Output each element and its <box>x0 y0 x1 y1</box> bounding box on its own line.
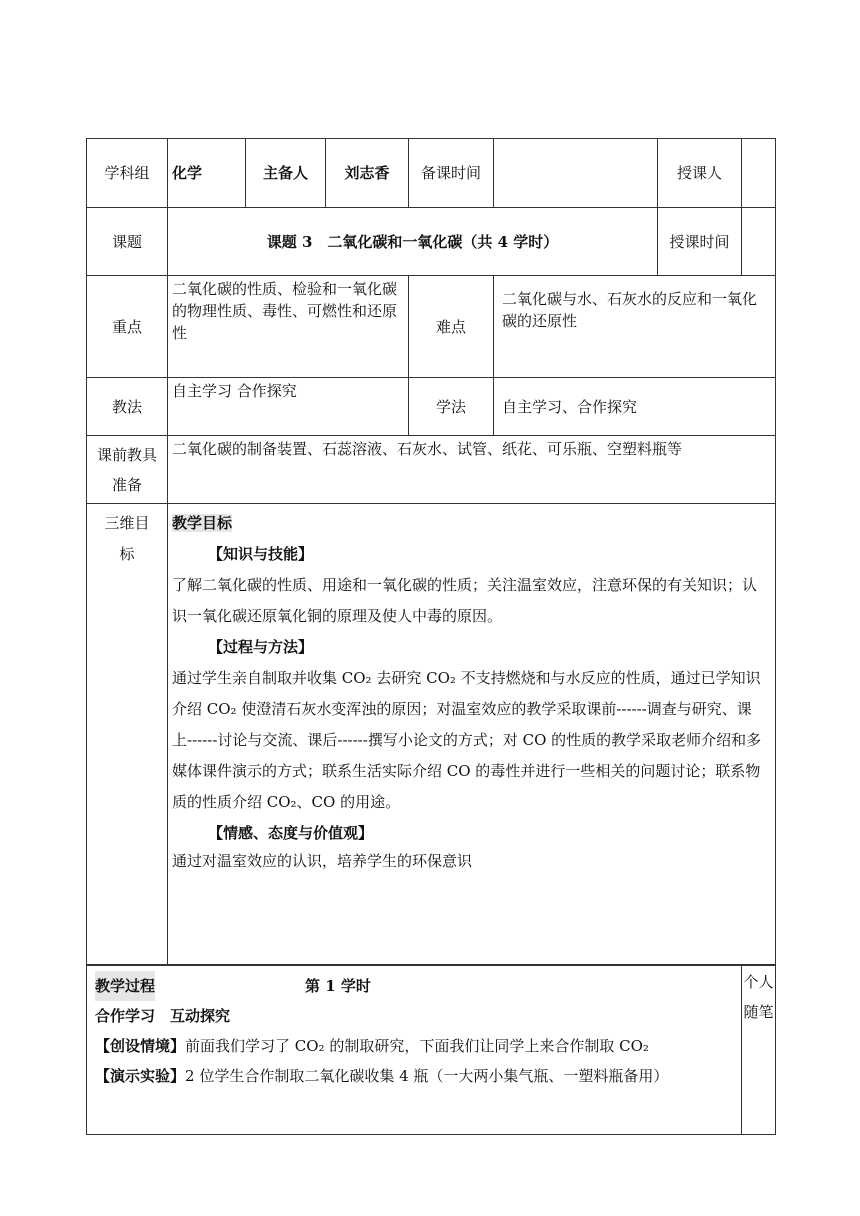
methods-row <box>87 378 776 436</box>
process-row <box>87 965 776 1135</box>
preparer-label: 主备人 <box>246 139 326 208</box>
subject-group-label: 学科组 <box>87 139 168 208</box>
prep-time-label: 备课时间 <box>409 139 494 208</box>
demo-text: 2 位学生合作制取二氧化碳收集 4 瓶（一大两小集气瓶、一塑料瓶备用） <box>185 1067 669 1085</box>
difficult-point-label: 难点 <box>409 276 494 378</box>
learning-method-text: 自主学习、合作探究 <box>494 378 776 436</box>
header-row <box>87 139 776 208</box>
teaching-method-text: 自主学习 合作探究 <box>168 378 409 436</box>
demo-tag: 【演示实验】 <box>95 1067 186 1085</box>
demo-line <box>95 1061 735 1091</box>
key-point-label: 重点 <box>87 276 168 378</box>
key-point-text: 二氧化碳的性质、检验和一氧化碳的物理性质、毒性、可燃性和还原性 <box>168 276 409 378</box>
learning-method-label: 学法 <box>409 378 494 436</box>
process-subheading: 合作学习 互动探究 <box>95 1007 231 1025</box>
knowledge-text: 了解二氧化碳的性质、用途和一氧化碳的性质；关注温室效应，注意环保的有关知识；认识一氧化碳还原氧化铜的原理及使人中毒的原因。 <box>172 576 758 625</box>
prep-label: 课前教具准备 <box>87 436 168 504</box>
subject-group-value: 化学 <box>168 139 246 208</box>
objectives-label: 三维目标 <box>87 504 168 966</box>
process-heading-title: 教学过程 <box>95 971 155 1001</box>
scenario-line <box>95 1031 735 1061</box>
focus-row <box>87 276 776 378</box>
emotion-text: 通过对温室效应的认识，培养学生的环保意识 <box>172 852 473 870</box>
prep-time-value <box>494 139 658 208</box>
emotion-heading: 【情感、态度与价值观】 <box>208 824 374 842</box>
objectives-heading: 教学目标 <box>172 514 233 532</box>
preparer-value: 刘志香 <box>326 139 409 208</box>
teacher-value <box>742 139 776 208</box>
process-heading: 【过程与方法】 <box>208 638 314 656</box>
process-text: 通过学生亲自制取并收集 CO₂ 去研究 CO₂ 不支持燃烧和与水反应的性质，通过已学知识介绍 CO₂ 使澄清石灰水变浑浊的原因；对温室效应的教学采取课前------调查与研究、课上------讨论与交流、课后------撰写小论文的方式；对 CO 的性质的教学采取老师介绍和多媒体课件演示的方式；联系生活实际介绍 CO 的毒性并进行一些相关的问题讨论；联系物质的性质介绍 CO₂、CO 的用途。 <box>172 669 762 811</box>
teacher-label: 授课人 <box>658 139 742 208</box>
prep-text: 二氧化碳的制备装置、石蕊溶液、石灰水、试管、纸花、可乐瓶、空塑料瓶等 <box>168 436 776 504</box>
objectives-content <box>168 504 776 966</box>
teach-time-label: 授课时间 <box>658 208 742 276</box>
topic-title: 课题 3 二氧化碳和一氧化碳（共 4 学时） <box>168 208 658 276</box>
scenario-tag: 【创设情境】 <box>95 1037 186 1055</box>
teaching-process-table <box>86 964 776 1135</box>
period-label: 第 1 学时 <box>305 977 371 995</box>
objectives-row <box>87 504 776 966</box>
topic-label: 课题 <box>87 208 168 276</box>
knowledge-heading: 【知识与技能】 <box>208 545 314 563</box>
difficult-point-text: 二氧化碳与水、石灰水的反应和一氧化碳的还原性 <box>494 276 776 378</box>
prep-row <box>87 436 776 504</box>
personal-notes-label: 个人随笔 <box>742 965 776 1135</box>
teaching-method-label: 教法 <box>87 378 168 436</box>
scenario-text: 前面我们学习了 CO₂ 的制取研究，下面我们让同学上来合作制取 CO₂ <box>185 1037 649 1055</box>
process-content <box>87 965 742 1135</box>
teach-time-value <box>742 208 776 276</box>
lesson-info-table <box>86 138 776 966</box>
topic-row <box>87 208 776 276</box>
